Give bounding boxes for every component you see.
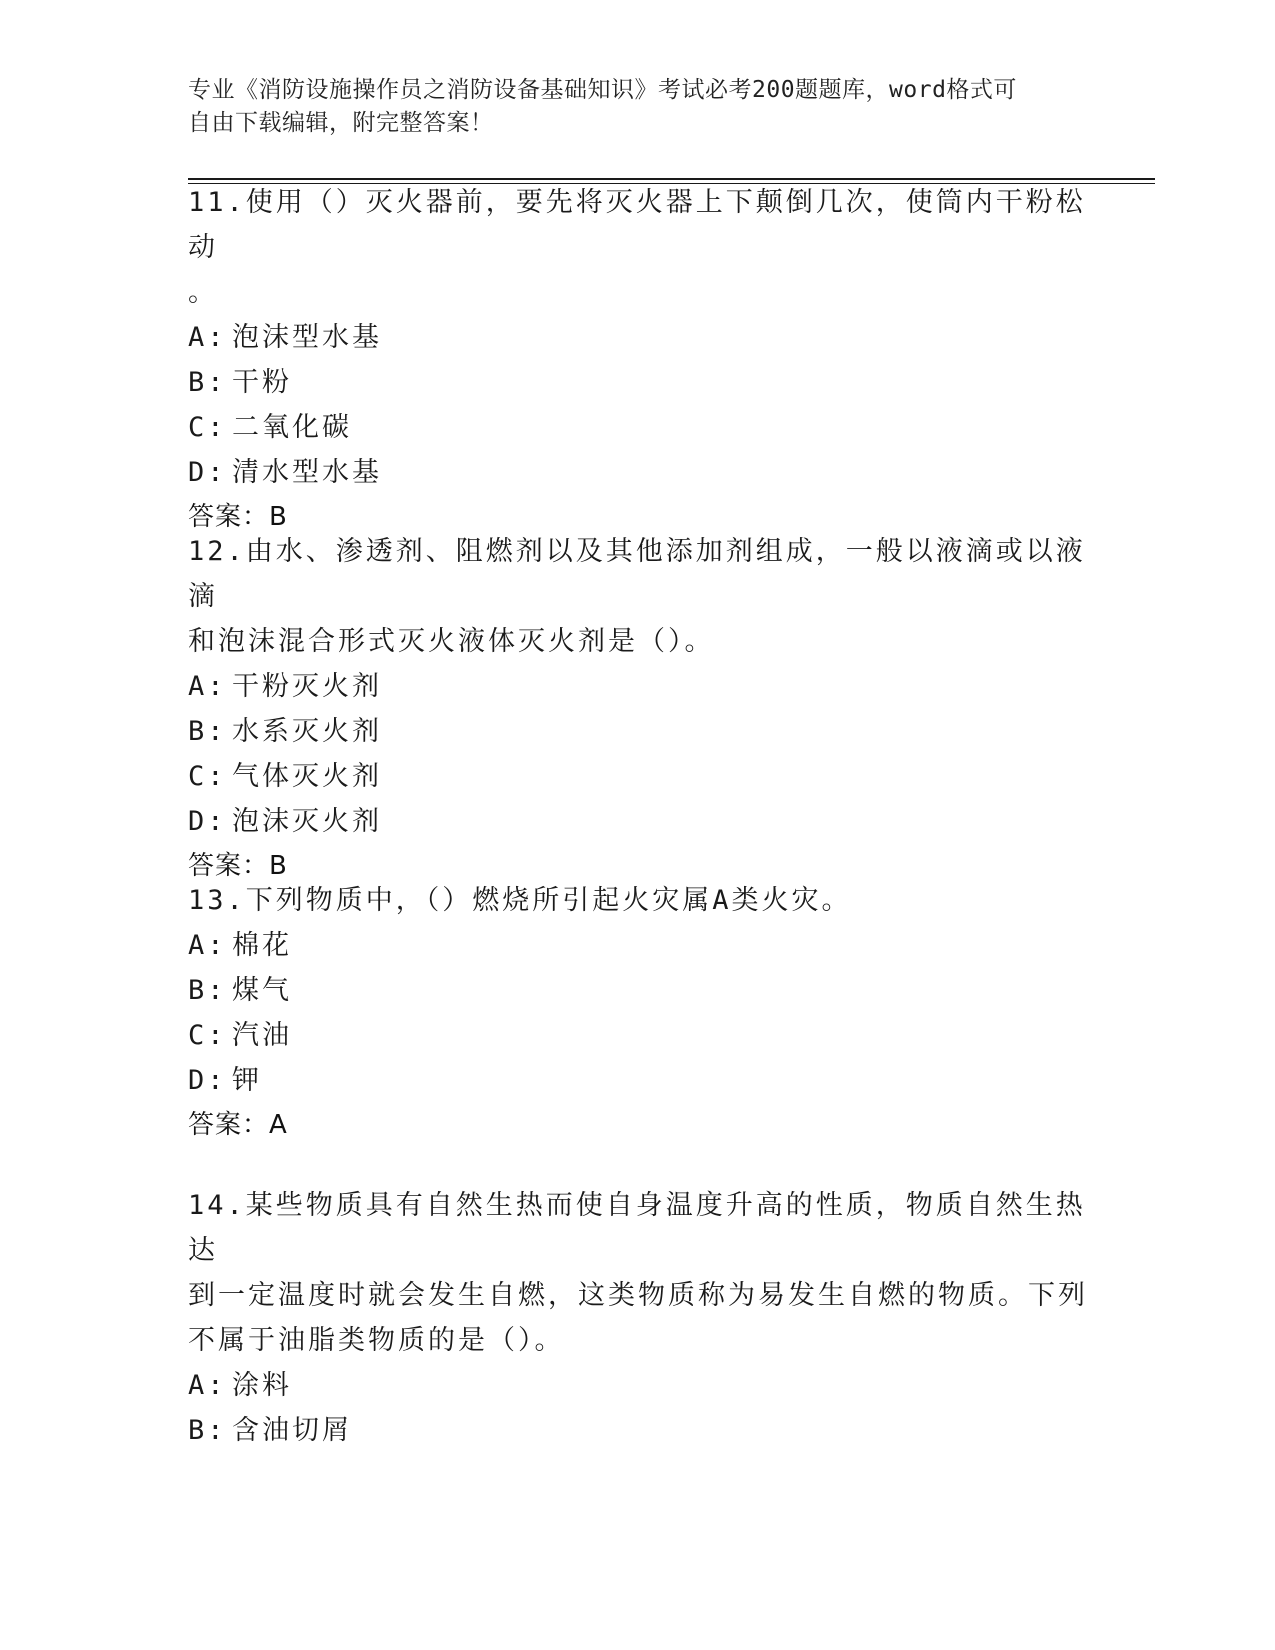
question-text-continued: 不属于油脂类物质的是（）。: [188, 1325, 565, 1356]
option-key: A:: [188, 322, 227, 353]
option-d: [188, 799, 1088, 844]
option-a: [188, 315, 1088, 360]
option-key: A:: [188, 1370, 227, 1401]
question-13: [188, 878, 1088, 1148]
question-12: [188, 529, 1088, 889]
document-header: [188, 74, 1088, 140]
option-label: 煤气: [232, 975, 292, 1006]
option-key: C:: [188, 1020, 227, 1051]
option-key: B:: [188, 975, 227, 1006]
header-line-2: 自由下载编辑，附完整答案！: [188, 110, 494, 136]
question-text: 12.由水、渗透剂、阻燃剂以及其他添加剂组成，一般以液滴或以液滴: [188, 536, 1086, 612]
option-d: [188, 450, 1088, 495]
option-b: [188, 709, 1088, 754]
option-key: C:: [188, 412, 227, 443]
question-text-continued: 和泡沫混合形式灭火液体灭火剂是（）。: [188, 626, 715, 657]
option-key: D:: [188, 806, 227, 837]
option-label: 气体灭火剂: [232, 761, 382, 792]
option-label: 干粉灭火剂: [232, 671, 382, 702]
answer-line: 答案：A: [188, 1110, 288, 1140]
option-key: A:: [188, 671, 227, 702]
option-key: B:: [188, 716, 227, 747]
option-c: [188, 1013, 1088, 1058]
option-b: [188, 968, 1088, 1013]
option-key: C:: [188, 761, 227, 792]
option-key: D:: [188, 1065, 227, 1096]
option-label: 清水型水基: [232, 457, 382, 488]
question-11: [188, 180, 1088, 540]
question-text-continued: 到一定温度时就会发生自燃，这类物质称为易发生自燃的物质。下列: [188, 1280, 1088, 1311]
answer-line: 答案：B: [188, 502, 288, 532]
option-label: 泡沫型水基: [232, 322, 382, 353]
question-14: [188, 1183, 1088, 1453]
option-a: [188, 923, 1088, 968]
option-key: D:: [188, 457, 227, 488]
option-a: [188, 664, 1088, 709]
option-c: [188, 754, 1088, 799]
header-line-1: 专业《消防设施操作员之消防设备基础知识》考试必考200题题库，word格式可: [188, 77, 1017, 103]
option-label: 棉花: [232, 930, 292, 961]
option-label: 二氧化碳: [232, 412, 352, 443]
option-d: [188, 1058, 1088, 1103]
option-a: [188, 1363, 1088, 1408]
option-key: A:: [188, 930, 227, 961]
option-label: 泡沫灭火剂: [232, 806, 382, 837]
answer-line: 答案：B: [188, 851, 288, 881]
question-text-continued: 。: [188, 277, 218, 308]
option-label: 含油切屑: [232, 1415, 352, 1446]
option-label: 涂料: [232, 1370, 292, 1401]
option-b: [188, 360, 1088, 405]
option-b: [188, 1408, 1088, 1453]
option-label: 水系灭火剂: [232, 716, 382, 747]
question-text: 14.某些物质具有自然生热而使自身温度升高的性质，物质自然生热达: [188, 1190, 1086, 1266]
option-label: 干粉: [232, 367, 292, 398]
question-text: 11.使用（）灭火器前，要先将灭火器上下颠倒几次，使筒内干粉松动: [188, 187, 1086, 263]
question-text: 13.下列物质中，（）燃烧所引起火灾属A类火灾。: [188, 885, 852, 916]
option-key: B:: [188, 367, 227, 398]
option-key: B:: [188, 1415, 227, 1446]
option-label: 汽油: [232, 1020, 292, 1051]
option-label: 钾: [232, 1065, 262, 1096]
option-c: [188, 405, 1088, 450]
